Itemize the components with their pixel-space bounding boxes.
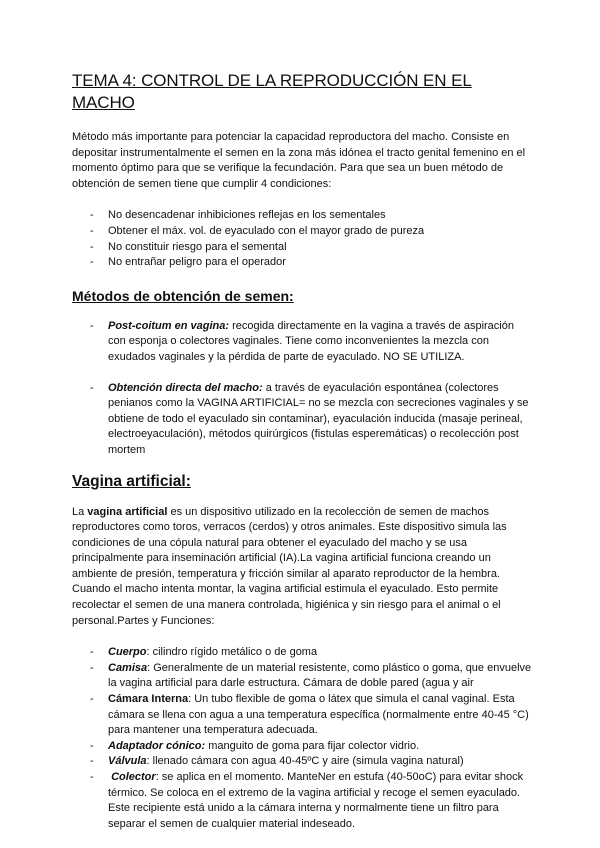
vagina-heading bbox=[72, 473, 534, 491]
item-text: a través de eyaculación espontánea (colectores penianos como la VAGINA ARTIFICIAL= no se mezcla con secreciones vaginales y se obtiene de todo el eyaculado sin contaminar), eyaculación inducida (masaje perineal, electroeyaculación), métodos quirúrgicos (fistulas esperemáticas) o recolección post mortem bbox=[108, 381, 529, 456]
text: La bbox=[72, 505, 88, 518]
list-item bbox=[72, 692, 534, 739]
item-label: Camisa bbox=[108, 661, 148, 674]
item-label: Válvula bbox=[108, 755, 147, 768]
list-item bbox=[72, 754, 534, 770]
item-text: : cilindro rígido metálico o de goma bbox=[146, 646, 318, 659]
page-title: TEMA 4: CONTROL DE LA REPRODUCCIÓN EN EL MACHO bbox=[72, 71, 472, 112]
list-item bbox=[72, 645, 534, 661]
list-item bbox=[72, 661, 534, 692]
item-text: manguito de goma para fijar colector vidrio. bbox=[205, 739, 420, 752]
list-item bbox=[72, 319, 534, 366]
item-label: Adaptador cónico: bbox=[108, 739, 206, 752]
item-label: Post-coitum en vagina: bbox=[108, 319, 230, 332]
item-label: Cuerpo bbox=[108, 646, 147, 659]
list-item bbox=[72, 381, 534, 459]
methods-heading: Métodos de obtención de semen: bbox=[72, 287, 294, 304]
item-text: : llenado cámara con agua 40-45ºC y aire (simula vagina natural) bbox=[146, 755, 464, 768]
list-item: - No desencadenar inhibiciones reflejas en los sementales bbox=[72, 208, 534, 224]
list-item bbox=[72, 739, 534, 755]
list-item: - No entrañar peligro para el operador bbox=[72, 255, 534, 271]
list-item: - No constituir riesgo para el semental bbox=[72, 240, 534, 256]
item-text: recogida directamente en la vagina a través de aspiración con esponja o colectores vaginales. Tiene como inconvenientes la mezcla con exudados vaginales y la pérdida de parte de eyaculado. NO SE UTILIZA. bbox=[108, 319, 514, 363]
item-text: : Generalmente de un material resistente, como plástico o goma, que envuelve la vagina artificial para darle estructura. Cámara de doble pared (agua y air bbox=[108, 661, 532, 690]
heading-text: Vagina artificial: bbox=[72, 472, 191, 490]
item-label: Cámara Interna bbox=[108, 693, 189, 706]
item-text: : se aplica en el momento. ManteNer en estufa (40-50oC) para evitar shock térmico. Se coloca en el extremo de la vagina artificial y recoge el semen eyaculado. Este recipiente está unido a la cámara interna y normalmente tiene un filtro para separar el semen de cualquier material indeseado. bbox=[108, 771, 524, 830]
conditions-list bbox=[72, 208, 534, 270]
list-item bbox=[72, 770, 534, 832]
item-text: : Un tubo flexible de goma o látex que simula el canal vaginal. Esta cámara se llena con agua a una temperatura específica (normalmente entre 40-45 °C) para mantener una temperatura adecuada. bbox=[108, 693, 529, 737]
methods-list bbox=[72, 319, 534, 459]
list-item: - Obtener el máx. vol. de eyaculado con el mayor grado de pureza bbox=[72, 224, 534, 240]
bold-term: vagina artificial bbox=[87, 505, 168, 518]
item-label: Obtención directa del macho: bbox=[108, 381, 263, 394]
intro-paragraph: Método más importante para potenciar la capacidad reproductora del macho. Consiste en depositar instrumentalmente el semen en la zona más idónea el tracto genital femenino en el momento óptimo para que se verifique la fecundación. Para que sea un buen método de obtención de semen tiene que cumplir 4 condiciones: bbox=[72, 131, 526, 190]
text: es un dispositivo utilizado en la recolección de semen de machos reproductores como toros, verracos (cerdos) y otros animales. Este dispositivo simula las condiciones de una cópula natural para obtener el eyaculado del macho y se usa principalmente para inseminación artificial (IA).La vagina artificial funciona creando un ambiente de presión, temperatura y fricción similar al aparato reproductor de la hembra. Cuando el macho intenta montar, la vagina artificial estimula el eyaculado. Esto permite recolectar el semen de una manera controlada, higiénica y sin riesgo para el animal o el personal.Partes y Funciones: bbox=[72, 505, 507, 627]
item-label: Colector bbox=[111, 771, 156, 783]
document-page bbox=[72, 70, 534, 848]
vagina-paragraph bbox=[72, 505, 534, 630]
parts-list bbox=[72, 645, 534, 832]
